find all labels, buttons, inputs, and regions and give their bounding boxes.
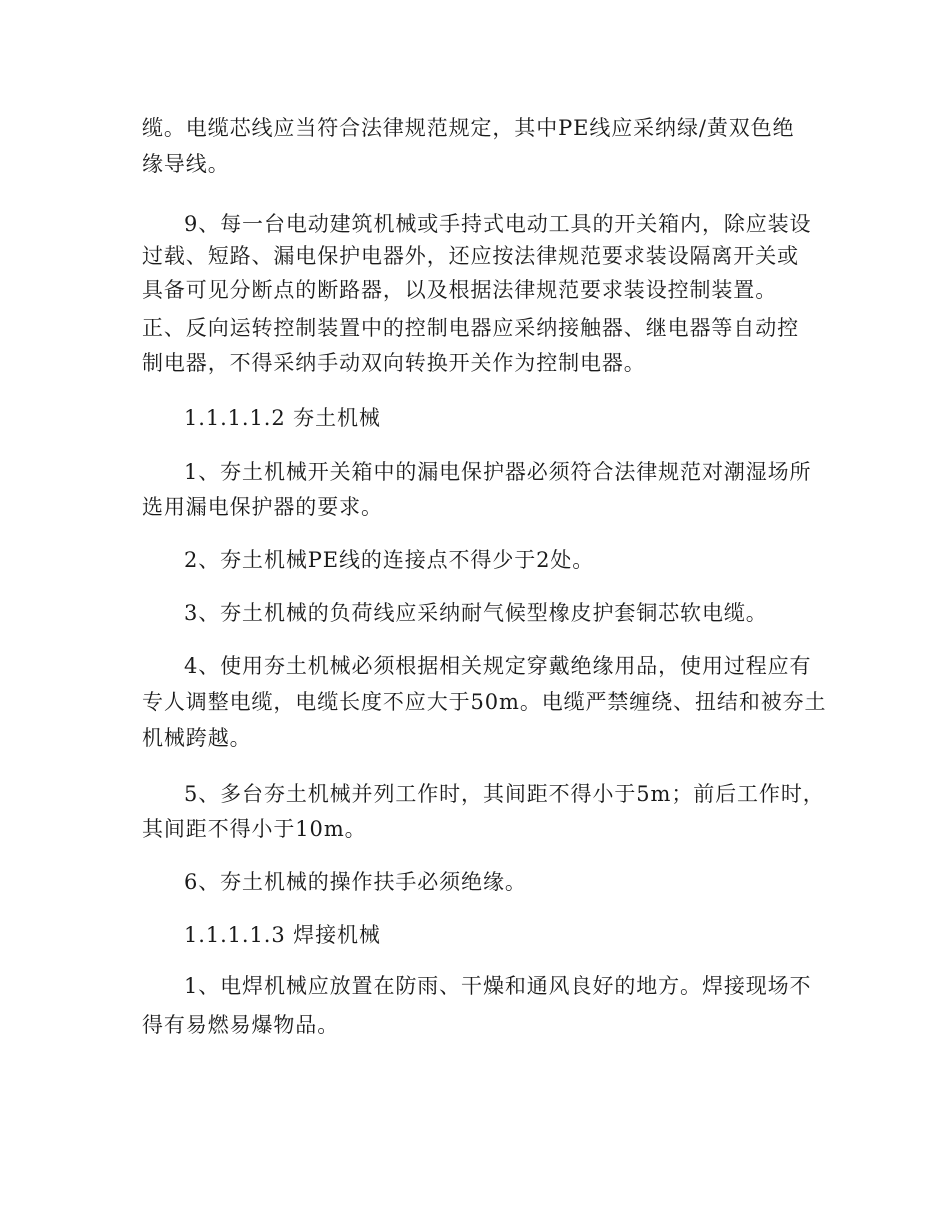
text-line: 缘导线。 — [142, 152, 230, 176]
item-1-line: 1、电焊机械应放置在防雨、干燥和通风良好的地方。焊接现场不 — [184, 974, 812, 998]
text-line: 机械跨越。 — [142, 726, 252, 750]
text-line: 制电器，不得采纳手动双向转换开关作为控制电器。 — [142, 351, 646, 375]
text-line: 正、反向运转控制装置中的控制电器应采纳接触器、继电器等自动控 — [142, 316, 799, 340]
item-3-line: 3、夯土机械的负荷线应采纳耐气候型橡皮护套铜芯软电缆。 — [184, 601, 768, 625]
text-line: 专人调整电缆，电缆长度不应大于50m。电缆严禁缠绕、扭结和被夯土 — [142, 690, 827, 714]
text-line: 其间距不得小于10m。 — [142, 817, 367, 841]
item-4-line: 4、使用夯土机械必须根据相关规定穿戴绝缘用品，使用过程应有 — [184, 654, 812, 678]
text-line: 具备可见分断点的断路器，以及根据法律规范要求装设控制装置。 — [142, 278, 778, 302]
item-5-line: 5、多台夯土机械并列工作时，其间距不得小于5m；前后工作时， — [184, 782, 825, 806]
section-heading-1-1-1-1-2: 1.1.1.1.2 夯土机械 — [184, 406, 381, 430]
item-2-line: 2、夯土机械PE线的连接点不得少于2处。 — [184, 548, 595, 572]
text-line: 过载、短路、漏电保护电器外，还应按法律规范要求装设隔离开关或 — [142, 244, 799, 268]
text-line: 选用漏电保护器的要求。 — [142, 495, 383, 519]
text-line: 缆。电缆芯线应当符合法律规范规定，其中PE线应采纳绿/黄双色绝 — [142, 116, 795, 140]
section-heading-1-1-1-1-3: 1.1.1.1.3 焊接机械 — [184, 923, 381, 947]
text-line: 得有易燃易爆物品。 — [142, 1013, 340, 1037]
paragraph-9-line: 9、每一台电动建筑机械或手持式电动工具的开关箱内，除应装设 — [184, 212, 812, 236]
item-1-line: 1、夯土机械开关箱中的漏电保护器必须符合法律规范对潮湿场所 — [184, 460, 812, 484]
item-6-line: 6、夯土机械的操作扶手必须绝缘。 — [184, 870, 527, 894]
